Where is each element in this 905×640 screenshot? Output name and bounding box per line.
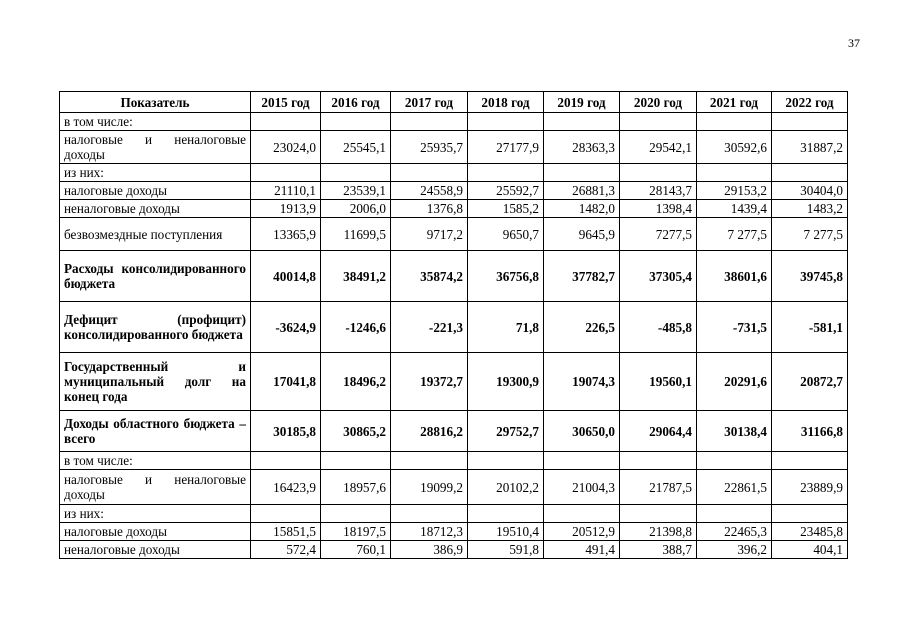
table-cell: 23539,1 (321, 182, 391, 200)
table-cell (391, 164, 468, 182)
table-cell: 1913,9 (251, 200, 321, 218)
row-label: налоговые и неналоговые доходы (60, 470, 251, 505)
table-cell: 27177,9 (468, 131, 544, 164)
table-cell: 29542,1 (620, 131, 697, 164)
table-cell: -3624,9 (251, 302, 321, 353)
table-cell: 71,8 (468, 302, 544, 353)
table-cell (321, 113, 391, 131)
table-cell: 18712,3 (391, 523, 468, 541)
table-cell: 30404,0 (772, 182, 848, 200)
table-cell: -485,8 (620, 302, 697, 353)
table-cell: 7 277,5 (697, 218, 772, 251)
table-row (60, 218, 848, 251)
table-cell (391, 113, 468, 131)
table-cell: 31887,2 (772, 131, 848, 164)
table-cell: 7277,5 (620, 218, 697, 251)
table-cell: 491,4 (544, 541, 620, 559)
table-cell: 31166,8 (772, 411, 848, 452)
table-row (60, 302, 848, 353)
table-cell (468, 113, 544, 131)
table-cell: 37305,4 (620, 251, 697, 302)
table-cell: 25935,7 (391, 131, 468, 164)
table-cell: 1585,2 (468, 200, 544, 218)
table-cell: 21787,5 (620, 470, 697, 505)
table-row (60, 131, 848, 164)
table-row (60, 452, 848, 470)
table-cell: 1483,2 (772, 200, 848, 218)
table-cell: 22465,3 (697, 523, 772, 541)
table-cell: 40014,8 (251, 251, 321, 302)
table-cell (772, 164, 848, 182)
row-label: Государственный и муниципальный долг на конец года (60, 353, 251, 411)
table-row (60, 523, 848, 541)
table-cell: 1482,0 (544, 200, 620, 218)
table-cell (697, 505, 772, 523)
table-cell: -1246,6 (321, 302, 391, 353)
table-cell: 19300,9 (468, 353, 544, 411)
table-cell: 11699,5 (321, 218, 391, 251)
table-row (60, 470, 848, 505)
budget-indicators-table (59, 91, 848, 559)
table-cell (697, 113, 772, 131)
table-row (60, 113, 848, 131)
table-cell: -731,5 (697, 302, 772, 353)
row-label: Расходы консолидированного бюджета (60, 251, 251, 302)
table-cell: -221,3 (391, 302, 468, 353)
table-cell (772, 505, 848, 523)
table-cell: 1376,8 (391, 200, 468, 218)
row-label: неналоговые доходы (60, 200, 251, 218)
table-row (60, 164, 848, 182)
column-header-2022: 2022 год (772, 92, 848, 113)
table-cell: 38601,6 (697, 251, 772, 302)
table-cell: 23485,8 (772, 523, 848, 541)
table-cell: 20102,2 (468, 470, 544, 505)
table-cell: 29064,4 (620, 411, 697, 452)
table-row (60, 353, 848, 411)
table-cell: 21004,3 (544, 470, 620, 505)
table-cell: 30650,0 (544, 411, 620, 452)
table-cell (468, 452, 544, 470)
table-cell: 9717,2 (391, 218, 468, 251)
table-cell: 19074,3 (544, 353, 620, 411)
table-cell (544, 452, 620, 470)
table-cell: 26881,3 (544, 182, 620, 200)
table-cell: 18496,2 (321, 353, 391, 411)
table-cell: 388,7 (620, 541, 697, 559)
table-cell: 28816,2 (391, 411, 468, 452)
table-row (60, 541, 848, 559)
table-cell: 19099,2 (391, 470, 468, 505)
table-row (60, 411, 848, 452)
page-number: 37 (848, 36, 860, 50)
row-label: в том числе: (60, 452, 251, 470)
table-cell: 35874,2 (391, 251, 468, 302)
table-body (60, 113, 848, 559)
table-cell: 20512,9 (544, 523, 620, 541)
table-cell: 39745,8 (772, 251, 848, 302)
row-label: из них: (60, 505, 251, 523)
column-header-2015: 2015 год (251, 92, 321, 113)
table-cell (620, 113, 697, 131)
table-cell (544, 505, 620, 523)
table-cell: 1439,4 (697, 200, 772, 218)
table-cell: 30865,2 (321, 411, 391, 452)
table-cell: 25592,7 (468, 182, 544, 200)
column-header-indicator: Показатель (60, 92, 251, 113)
table-cell: 21398,8 (620, 523, 697, 541)
table-cell: 760,1 (321, 541, 391, 559)
table-cell: 9645,9 (544, 218, 620, 251)
table-cell (697, 452, 772, 470)
table-cell: 226,5 (544, 302, 620, 353)
row-label: из них: (60, 164, 251, 182)
table-cell: 18957,6 (321, 470, 391, 505)
table-cell: 23024,0 (251, 131, 321, 164)
table-cell: 16423,9 (251, 470, 321, 505)
table-cell (697, 164, 772, 182)
table-cell: 591,8 (468, 541, 544, 559)
table-cell (772, 452, 848, 470)
column-header-2021: 2021 год (697, 92, 772, 113)
table-row (60, 251, 848, 302)
table-cell: 22861,5 (697, 470, 772, 505)
row-label: налоговые доходы (60, 182, 251, 200)
table-cell (321, 452, 391, 470)
column-header-2016: 2016 год (321, 92, 391, 113)
table-cell (251, 113, 321, 131)
table-header-row (60, 92, 848, 113)
row-label: Доходы областного бюджета – всего (60, 411, 251, 452)
table-cell (620, 505, 697, 523)
table-cell: 37782,7 (544, 251, 620, 302)
table-cell (251, 164, 321, 182)
table-cell (321, 505, 391, 523)
table-cell (321, 164, 391, 182)
row-label: Дефицит (профицит) консолидированного бюджета (60, 302, 251, 353)
table-cell: 19510,4 (468, 523, 544, 541)
table-row (60, 505, 848, 523)
table-cell: 23889,9 (772, 470, 848, 505)
table-cell: 17041,8 (251, 353, 321, 411)
table-cell: 21110,1 (251, 182, 321, 200)
row-label: безвозмездные поступления (60, 218, 251, 251)
table-cell: 9650,7 (468, 218, 544, 251)
table-cell (251, 505, 321, 523)
table-cell: -581,1 (772, 302, 848, 353)
table-row (60, 182, 848, 200)
column-header-2019: 2019 год (544, 92, 620, 113)
table-cell: 7 277,5 (772, 218, 848, 251)
table-cell: 404,1 (772, 541, 848, 559)
table-cell: 38491,2 (321, 251, 391, 302)
table-cell (772, 113, 848, 131)
table-cell: 28363,3 (544, 131, 620, 164)
table-cell: 25545,1 (321, 131, 391, 164)
table-cell: 36756,8 (468, 251, 544, 302)
table-cell (468, 505, 544, 523)
table-cell: 30592,6 (697, 131, 772, 164)
table-cell: 30185,8 (251, 411, 321, 452)
row-label: неналоговые доходы (60, 541, 251, 559)
table-cell: 30138,4 (697, 411, 772, 452)
table-cell: 29752,7 (468, 411, 544, 452)
table-cell (391, 452, 468, 470)
table-cell: 13365,9 (251, 218, 321, 251)
table-cell (620, 164, 697, 182)
row-label: налоговые и неналоговые доходы (60, 131, 251, 164)
table-cell: 15851,5 (251, 523, 321, 541)
column-header-2017: 2017 год (391, 92, 468, 113)
table-cell: 2006,0 (321, 200, 391, 218)
table-cell: 1398,4 (620, 200, 697, 218)
table-cell (391, 505, 468, 523)
table-cell (544, 113, 620, 131)
row-label: налоговые доходы (60, 523, 251, 541)
column-header-2020: 2020 год (620, 92, 697, 113)
table-cell: 24558,9 (391, 182, 468, 200)
table-cell: 19372,7 (391, 353, 468, 411)
table-cell (468, 164, 544, 182)
table-cell: 396,2 (697, 541, 772, 559)
table-cell: 28143,7 (620, 182, 697, 200)
table-cell: 20291,6 (697, 353, 772, 411)
table-cell: 20872,7 (772, 353, 848, 411)
table-cell: 572,4 (251, 541, 321, 559)
table-cell: 29153,2 (697, 182, 772, 200)
column-header-2018: 2018 год (468, 92, 544, 113)
table-row (60, 200, 848, 218)
table-cell: 386,9 (391, 541, 468, 559)
table-cell (544, 164, 620, 182)
table-cell (620, 452, 697, 470)
row-label: в том числе: (60, 113, 251, 131)
table-cell: 18197,5 (321, 523, 391, 541)
table-cell: 19560,1 (620, 353, 697, 411)
table-cell (251, 452, 321, 470)
